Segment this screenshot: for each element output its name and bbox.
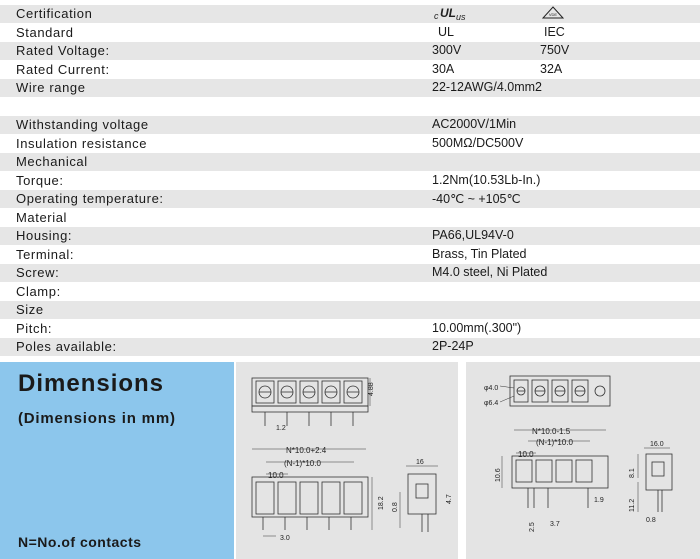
label-insulation-resistance: Insulation resistance (16, 136, 148, 151)
label-rated-current: Rated Current: (16, 62, 110, 77)
svg-text:c: c (434, 11, 439, 21)
value-withstanding-voltage: AC2000V/1Min (432, 117, 517, 131)
row-insulation-resistance (0, 135, 700, 153)
row-wire-range (0, 79, 700, 97)
drawing-left (236, 362, 458, 559)
drawing-left-svg (236, 362, 458, 559)
label-certification: Certification (16, 6, 93, 21)
label-screw: Screw: (16, 265, 60, 280)
row-clamp (0, 283, 700, 301)
dim-18-2: 18.2 (378, 496, 385, 510)
top-view-screws (256, 381, 362, 403)
row-operating-temperature (0, 190, 700, 208)
dim-1-2: 1.2 (276, 425, 286, 432)
value-poles-available: 2P-24P (432, 339, 474, 353)
dim-1-9: 1.9 (594, 497, 604, 504)
dim-n10-plus-24: N*10.0+2.4 (286, 446, 327, 455)
label-mechanical: Mechanical (16, 154, 88, 169)
value-rated-voltage-iec: 750V (540, 43, 570, 57)
row-withstanding-voltage (0, 116, 700, 134)
dim-10-0: 10.0 (268, 471, 284, 480)
row-terminal (0, 246, 700, 264)
svg-text:VDE: VDE (548, 12, 558, 17)
value-terminal: Brass, Tin Plated (432, 247, 527, 261)
label-poles-available: Poles available: (16, 339, 117, 354)
label-pitch: Pitch: (16, 321, 53, 336)
dim-n1-10: (N-1)*10.0 (284, 459, 321, 468)
dim-16-0: 16.0 (650, 441, 664, 448)
dim-3-7: 3.7 (550, 521, 560, 528)
label-withstanding-voltage: Withstanding voltage (16, 117, 149, 132)
value-rated-current-iec: 32A (540, 62, 563, 76)
dim-n1-10: (N-1)*10.0 (536, 438, 573, 447)
dim-10-0: 10.0 (518, 450, 534, 459)
row-pitch (0, 320, 700, 338)
dim-3-0: 3.0 (280, 535, 290, 542)
label-material: Material (16, 210, 68, 225)
row-torque (0, 172, 700, 190)
label-wire-range: Wire range (16, 80, 86, 95)
row-mechanical (0, 153, 700, 171)
drawing-right (466, 362, 700, 559)
row-screw (0, 264, 700, 282)
row-size (0, 301, 700, 319)
dim-4-7: 4.7 (446, 494, 453, 504)
row-rated-current (0, 61, 700, 79)
contacts-note: N=No.of contacts (18, 534, 142, 550)
dimensions-title: Dimensions (18, 370, 165, 397)
value-wire-range: 22-12AWG/4.0mm2 (432, 80, 542, 94)
value-operating-temperature: -40℃ ~ +105℃ (432, 192, 521, 206)
dim-16: 16 (416, 459, 424, 466)
label-torque: Torque: (16, 173, 64, 188)
row-material (0, 209, 700, 227)
dim-0-8: 0.8 (392, 502, 399, 512)
svg-text:UL: UL (440, 6, 456, 20)
row-poles-available (0, 338, 700, 356)
label-clamp: Clamp: (16, 284, 61, 299)
value-torque: 1.2Nm(10.53Lb-In.) (432, 173, 541, 187)
value-housing: PA66,UL94V-0 (432, 228, 514, 242)
row-certification (0, 5, 700, 23)
dim-11-2: 11.2 (629, 498, 636, 512)
dim-10-6: 10.6 (495, 468, 502, 482)
dim-n10-minus-15: N*10.0-1.5 (532, 427, 571, 436)
value-standard-ul: UL (438, 25, 454, 39)
dim-0-8: 0.8 (646, 517, 656, 524)
side-view (400, 466, 438, 532)
dim-2-5: 2.5 (529, 522, 536, 532)
row-housing (0, 227, 700, 245)
dimensions-subtitle: (Dimensions in mm) (18, 410, 176, 427)
row-rated-voltage (0, 42, 700, 60)
dim-4-88: 4.88 (368, 382, 375, 396)
top-view (252, 378, 370, 426)
dim-phi-4-0: φ4.0 (484, 385, 499, 392)
svg-text:us: us (456, 12, 466, 22)
label-terminal: Terminal: (16, 247, 75, 262)
row-standard (0, 24, 700, 42)
value-screw: M4.0 steel, Ni Plated (432, 265, 548, 279)
value-rated-voltage-ul: 300V (432, 43, 462, 57)
side-view (638, 448, 672, 512)
value-rated-current-ul: 30A (432, 62, 455, 76)
dim-8-1: 8.1 (629, 468, 636, 478)
value-pitch: 10.00mm(.300") (432, 321, 522, 335)
label-operating-temperature: Operating temperature: (16, 191, 164, 206)
drawing-right-svg (466, 362, 700, 559)
label-rated-voltage: Rated Voltage: (16, 43, 110, 58)
label-size: Size (16, 302, 44, 317)
label-housing: Housing: (16, 228, 73, 243)
label-standard: Standard (16, 25, 74, 40)
value-insulation-resistance: 500MΩ/DC500V (432, 136, 524, 150)
value-standard-iec: IEC (544, 25, 565, 39)
dim-phi-6-4: φ6.4 (484, 400, 499, 407)
top-view (500, 376, 610, 406)
